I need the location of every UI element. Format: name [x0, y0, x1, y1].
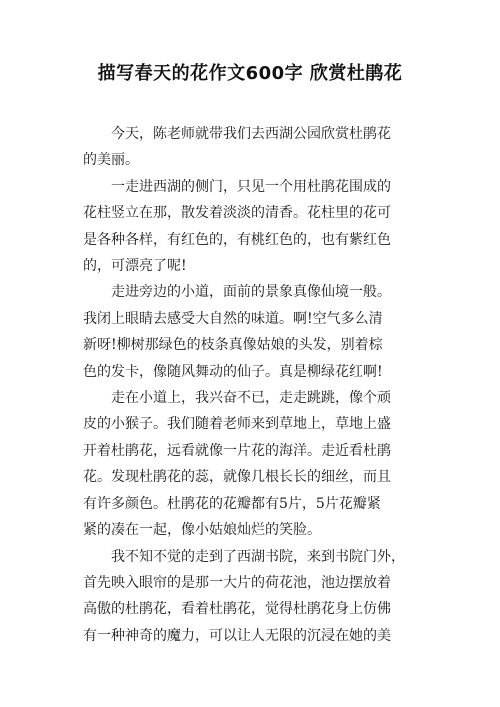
page-title: 描写春天的花作文600字 欣赏杜鹃花: [97, 63, 403, 84]
text-line: 皮的小猴子。我们随着老师来到草地上，草地上盛: [83, 416, 391, 433]
text-line: 紧的凑在一起，像小姑娘灿烂的笑脸。: [83, 522, 321, 539]
text-line: 有许多颜色。杜鹃花的花瓣都有5片，5片花瓣紧: [83, 495, 381, 512]
paragraph-1: [83, 121, 417, 174]
text-line: 花。发现杜鹃花的蕊，就像几根长长的细丝，而且: [83, 469, 391, 486]
text-line: 新呀!柳树那绿色的枝条真像姑娘的头发，别着棕: [83, 337, 383, 354]
text-line: 的美丽。: [83, 152, 139, 169]
text-line: 今天，陈老师就带我们去西湖公园欣赏杜鹃花: [111, 126, 391, 142]
text-line: 首先映入眼帘的是那一大片的荷花池，池边摆放着: [83, 574, 391, 591]
text-line: 走进旁边的小道，面前的景象真像仙境一般。: [111, 284, 391, 301]
text-line: 的，可漂亮了呢!: [83, 258, 187, 275]
paragraph-2: [83, 174, 417, 280]
essay-body: [83, 121, 417, 649]
paragraph-3: [83, 279, 417, 385]
text-line: 一走进西湖的侧门，只见一个用杜鹃花围成的: [111, 178, 391, 195]
text-line: 我不知不觉的走到了西湖书院，来到书院门外，: [111, 548, 405, 565]
text-line: 高傲的杜鹃花，看着杜鹃花，觉得杜鹃花身上仿佛: [83, 601, 391, 618]
text-line: 有一种神奇的魔力，可以让人无限的沉浸在她的美: [83, 627, 391, 644]
text-line: 是各种各样，有红色的，有桃红色的，也有紫红色: [83, 231, 391, 248]
text-line: 走在小道上，我兴奋不已，走走跳跳，像个顽: [111, 390, 391, 407]
text-line: 色的发卡，像随风舞动的仙子。真是柳绿花红啊!: [83, 363, 383, 380]
text-line: 开着杜鹃花，远看就像一片花的海洋。走近看杜鹃: [83, 442, 391, 459]
text-line: 花柱竖立在那，散发着淡淡的清香。花柱里的花可: [83, 205, 391, 222]
text-line: 我闭上眼睛去感受大自然的味道。啊!空气多么清: [83, 310, 383, 327]
paragraph-4: [83, 385, 417, 543]
paragraph-5: [83, 544, 417, 650]
